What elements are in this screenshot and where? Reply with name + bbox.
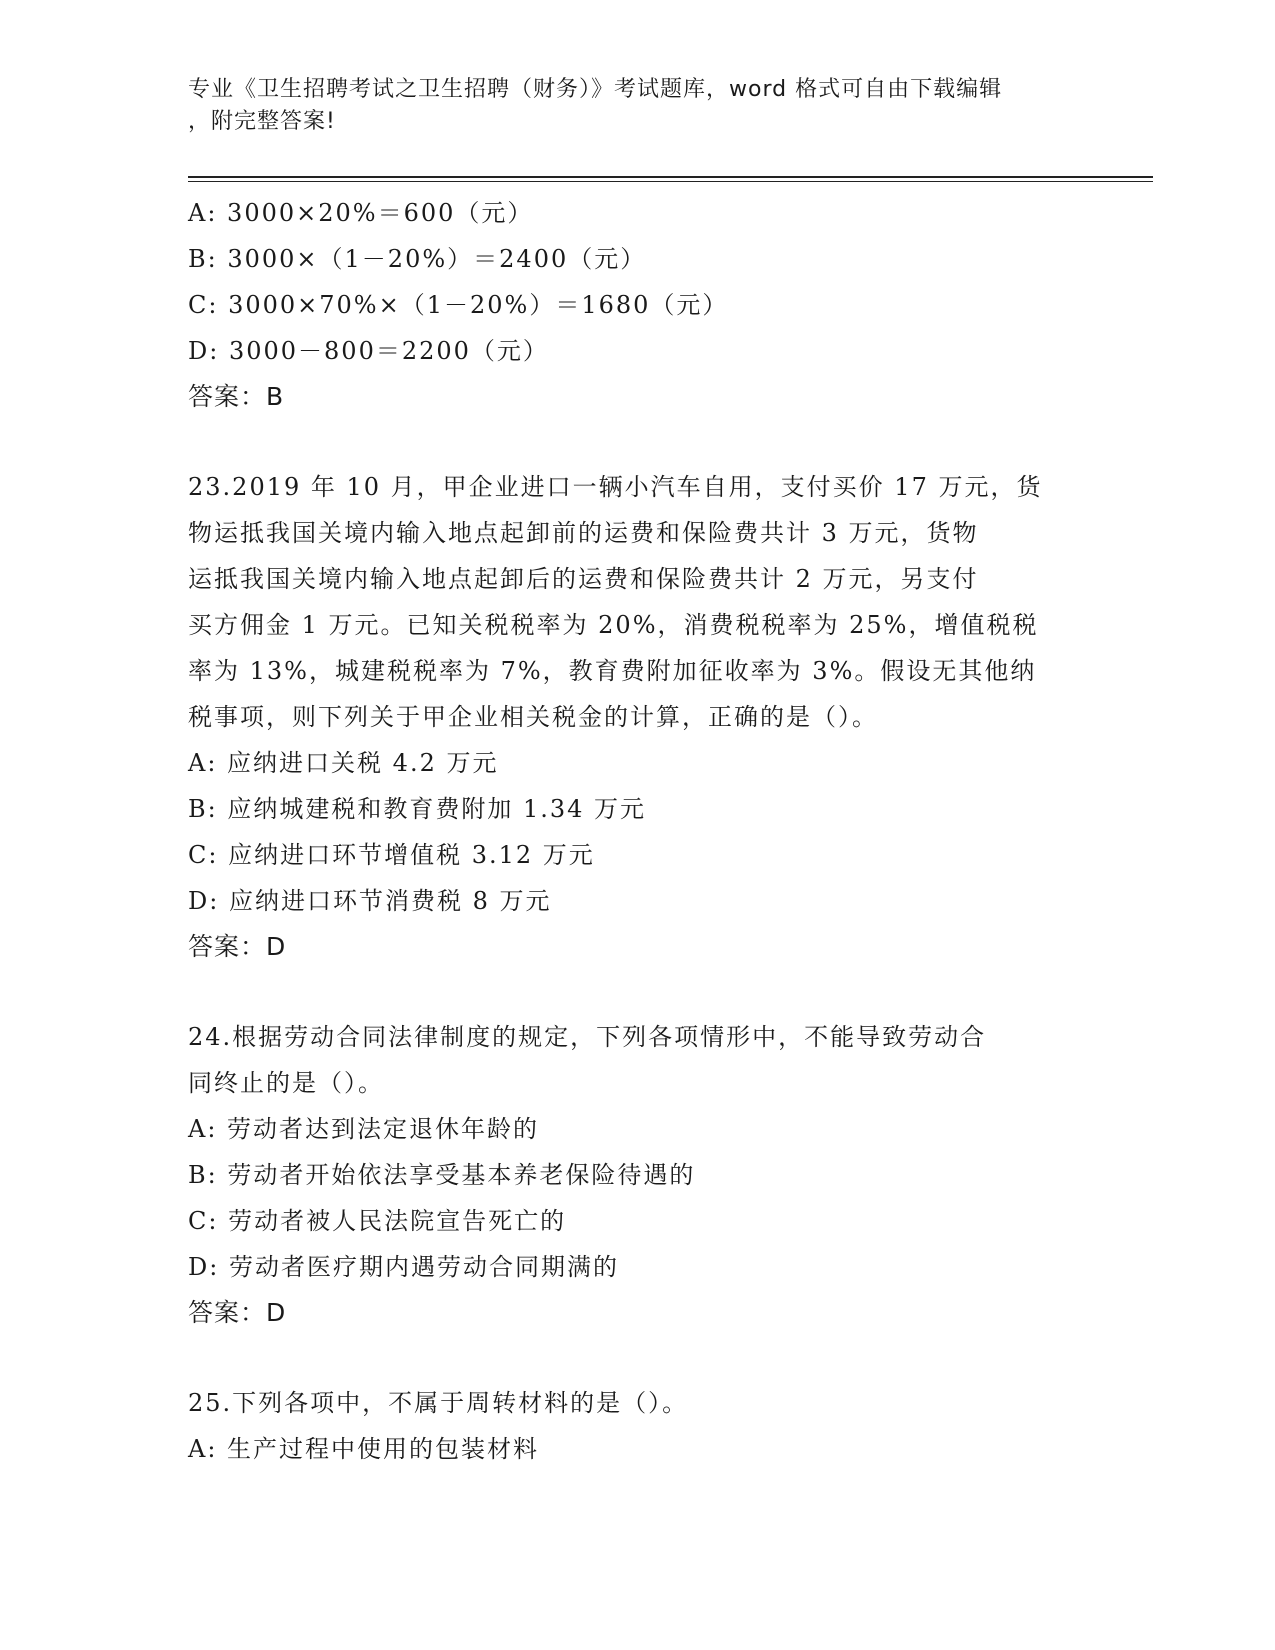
question-text-line: 23.2019 年 10 月，甲企业进口一辆小汽车自用，支付买价 17 万元，货	[188, 473, 1043, 501]
option-a: A: 应纳进口关税 4.2 万元	[188, 749, 499, 777]
option-c: C: 3000×70%×（1－20%）＝1680（元）	[188, 291, 729, 319]
question-text-line: 运抵我国关境内输入地点起卸后的运费和保险费共计 2 万元，另支付	[188, 565, 979, 593]
option-c: C: 劳动者被人民法院宣告死亡的	[188, 1207, 567, 1235]
header-divider-thin	[188, 181, 1153, 182]
option-d: D: 3000－800＝2200（元）	[188, 337, 549, 365]
question-text	[188, 1380, 1068, 1426]
question-22	[188, 190, 1088, 420]
question-text-line: 同终止的是（）。	[188, 1069, 384, 1097]
option-d: D: 应纳进口环节消费税 8 万元	[188, 887, 552, 915]
header-divider-thick	[188, 176, 1153, 178]
option-b: B: 3000×（1－20%）＝2400（元）	[188, 245, 647, 273]
question-text-line: 24.根据劳动合同法律制度的规定，下列各项情形中，不能导致劳动合	[188, 1023, 987, 1051]
question-text-line: 率为 13%，城建税税率为 7%，教育费附加征收率为 3%。假设无其他纳	[188, 657, 1037, 685]
option-a: A: 生产过程中使用的包装材料	[188, 1435, 540, 1463]
question-text	[188, 464, 1068, 740]
question-23	[188, 464, 1088, 970]
answer: 答案：D	[188, 932, 287, 961]
answer: 答案：D	[188, 1298, 287, 1327]
question-text-line: 物运抵我国关境内输入地点起卸前的运费和保险费共计 3 万元，货物	[188, 519, 979, 547]
header-title-line1: 专业《卫生招聘考试之卫生招聘（财务）》考试题库，word 格式可自由下载编辑	[188, 77, 1003, 102]
question-24	[188, 1014, 1088, 1336]
question-text	[188, 1014, 1068, 1106]
option-b: B: 应纳城建税和教育费附加 1.34 万元	[188, 795, 647, 823]
option-a: A: 劳动者达到法定退休年龄的	[188, 1115, 540, 1143]
header-title-line2: ，附完整答案!	[188, 109, 336, 134]
question-list	[188, 190, 1088, 1472]
option-c: C: 应纳进口环节增值税 3.12 万元	[188, 841, 595, 869]
option-b: B: 劳动者开始依法享受基本养老保险待遇的	[188, 1161, 696, 1189]
option-d: D: 劳动者医疗期内遇劳动合同期满的	[188, 1253, 619, 1281]
answer: 答案：B	[188, 382, 285, 411]
option-a: A: 3000×20%＝600（元）	[188, 199, 534, 227]
question-text-line: 25.下列各项中，不属于周转材料的是（）。	[188, 1389, 689, 1417]
document-header	[188, 74, 1088, 138]
question-text-line: 税事项，则下列关于甲企业相关税金的计算，正确的是（）。	[188, 703, 878, 731]
question-text-line: 买方佣金 1 万元。已知关税税率为 20%，消费税税率为 25%，增值税税	[188, 611, 1039, 639]
question-25	[188, 1380, 1088, 1472]
